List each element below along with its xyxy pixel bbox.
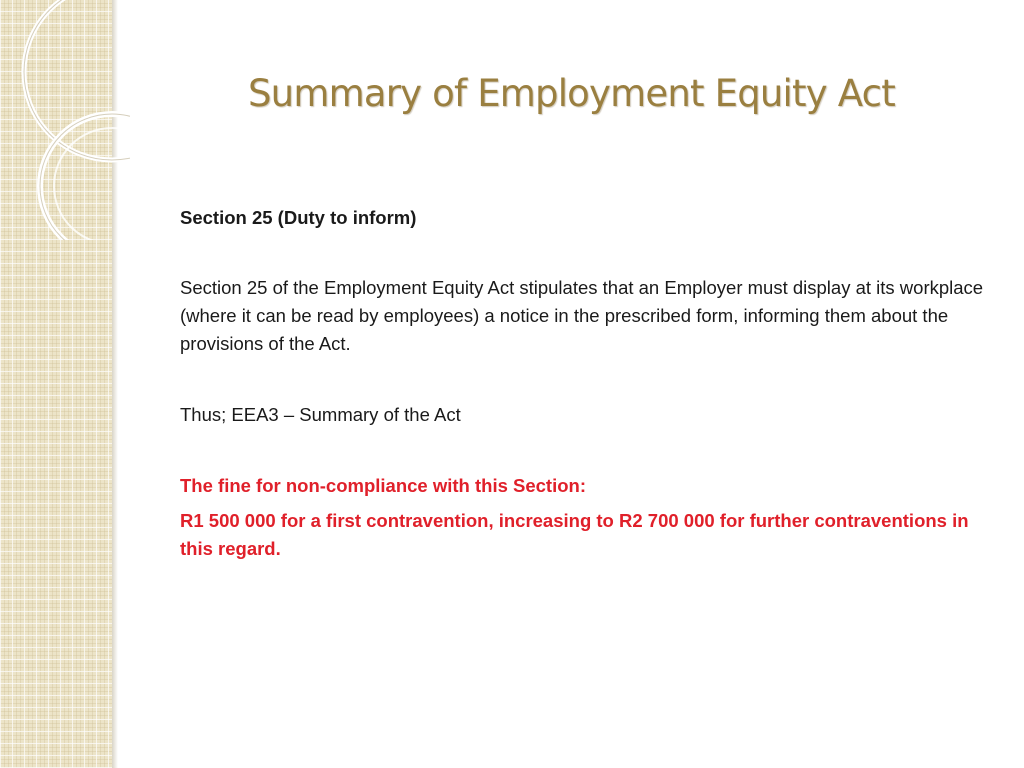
fine-heading: The fine for non-compliance with this Section: — [180, 475, 586, 496]
summary-reference: Thus; EEA3 – Summary of the Act — [180, 404, 461, 425]
slide-body — [180, 204, 1000, 563]
slide-title: Summary of Employment Equity Act — [248, 72, 895, 115]
fine-detail: R1 500 000 for a first contravention, increasing to R2 700 000 for further contraventions in this regard. — [180, 510, 969, 559]
section-heading: Section 25 (Duty to inform) — [180, 207, 417, 228]
decorative-rings — [0, 0, 130, 240]
section-description: Section 25 of the Employment Equity Act stipulates that an Employer must display at its workplace (where it can be read by employees) a notice in the prescribed form, informing them about the provisions of the Act. — [180, 277, 984, 354]
